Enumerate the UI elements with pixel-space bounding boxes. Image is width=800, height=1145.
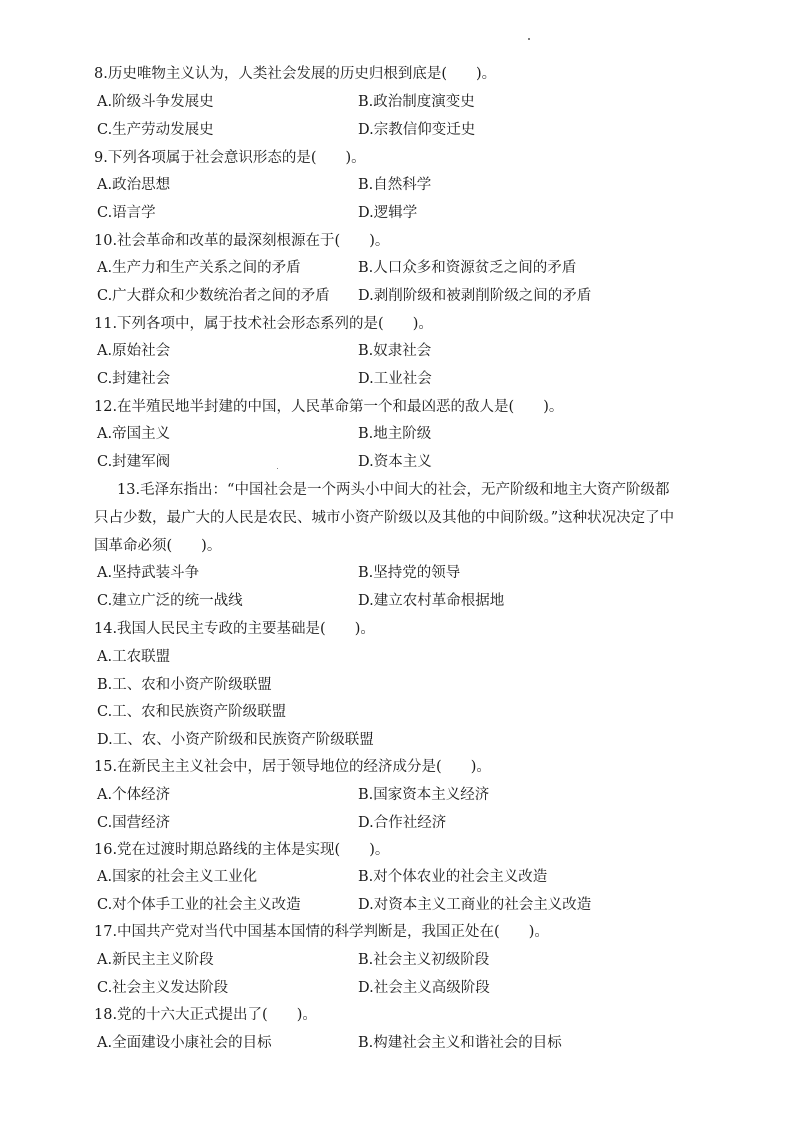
q14-option-b: B.工、农和小资产阶级联盟 xyxy=(97,677,272,693)
q11-option-c: C.封建社会 xyxy=(97,371,171,387)
q16-option-c: C.对个体手工业的社会主义改造 xyxy=(97,897,301,913)
question-17-stem: 17.中国共产党对当代中国基本国情的科学判断是，我国正处在( )。 xyxy=(94,924,549,940)
q17-option-b: B.社会主义初级阶段 xyxy=(358,952,490,968)
q16-option-b: B.对个体农业的社会主义改造 xyxy=(358,869,548,885)
question-13-stem-line-3: 国革命必须( )。 xyxy=(94,538,222,554)
q13-option-c: C.建立广泛的统一战线 xyxy=(97,593,243,609)
q13-option-d: D.建立农村革命根据地 xyxy=(358,593,505,609)
q10-option-c: C.广大群众和少数统治者之间的矛盾 xyxy=(97,288,330,304)
scan-speck xyxy=(277,468,278,469)
question-13-stem-line-1: 13.毛泽东指出：“中国社会是一个两头小中间大的社会，无产阶级和地主大资产阶级都 xyxy=(117,482,670,498)
q11-option-a: A.原始社会 xyxy=(97,343,171,359)
q12-option-a: A.帝国主义 xyxy=(97,426,171,442)
q10-option-a: A.生产力和生产关系之间的矛盾 xyxy=(97,260,301,276)
question-13-stem-line-2: 只占少数，最广大的人民是农民、城市小资产阶级以及其他的中间阶级。”这种状况决定了中 xyxy=(94,510,675,526)
q15-option-c: C.国营经济 xyxy=(97,815,171,831)
q15-option-d: D.合作社经济 xyxy=(358,815,447,831)
q9-option-a: A.政治思想 xyxy=(97,177,171,193)
question-9-stem: 9.下列各项属于社会意识形态的是( )。 xyxy=(94,150,366,166)
q17-option-d: D.社会主义高级阶段 xyxy=(358,980,490,996)
q11-option-d: D.工业社会 xyxy=(358,371,432,387)
q8-option-b: B.政治制度演变史 xyxy=(358,94,475,110)
q12-option-c: C.封建军阀 xyxy=(97,454,171,470)
q8-option-d: D.宗教信仰变迁史 xyxy=(358,122,476,138)
question-16-stem: 16.党在过渡时期总路线的主体是实现( )。 xyxy=(94,842,390,858)
q14-option-d: D.工、农、小资产阶级和民族资产阶级联盟 xyxy=(97,732,374,748)
q14-option-a: A.工农联盟 xyxy=(97,649,171,665)
question-8-stem: 8.历史唯物主义认为，人类社会发展的历史归根到底是( )。 xyxy=(94,66,497,82)
q15-option-a: A.个体经济 xyxy=(97,787,171,803)
q13-option-a: A.坚持武装斗争 xyxy=(97,565,200,581)
q8-option-a: A.阶级斗争发展史 xyxy=(97,94,214,110)
question-12-stem: 12.在半殖民地半封建的中国，人民革命第一个和最凶恶的敌人是( )。 xyxy=(94,399,564,415)
question-14-stem: 14.我国人民民主专政的主要基础是( )。 xyxy=(94,621,375,637)
q17-option-c: C.社会主义发达阶段 xyxy=(97,980,229,996)
q16-option-a: A.国家的社会主义工业化 xyxy=(97,869,258,885)
q9-option-b: B.自然科学 xyxy=(358,177,432,193)
question-18-stem: 18.党的十六大正式提出了( )。 xyxy=(94,1007,317,1023)
question-11-stem: 11.下列各项中，属于技术社会形态系列的是( )。 xyxy=(94,316,433,332)
scan-speck xyxy=(528,38,530,40)
q13-option-b: B.坚持党的领导 xyxy=(358,565,461,581)
q10-option-b: B.人口众多和资源贫乏之间的矛盾 xyxy=(358,260,577,276)
q15-option-b: B.国家资本主义经济 xyxy=(358,787,490,803)
question-10-stem: 10.社会革命和改革的最深刻根源在于( )。 xyxy=(94,233,390,249)
question-15-stem: 15.在新民主主义社会中，居于领导地位的经济成分是( )。 xyxy=(94,759,491,775)
q18-option-b: B.构建社会主义和谐社会的目标 xyxy=(358,1035,562,1051)
q12-option-d: D.资本主义 xyxy=(358,454,432,470)
q14-option-c: C.工、农和民族资产阶级联盟 xyxy=(97,704,287,720)
q9-option-c: C.语言学 xyxy=(97,205,156,221)
q8-option-c: C.生产劳动发展史 xyxy=(97,122,214,138)
q16-option-d: D.对资本主义工商业的社会主义改造 xyxy=(358,897,592,913)
q10-option-d: D.剥削阶级和被剥削阶级之间的矛盾 xyxy=(358,288,592,304)
q9-option-d: D.逻辑学 xyxy=(358,205,418,221)
q12-option-b: B.地主阶级 xyxy=(358,426,432,442)
q18-option-a: A.全面建设小康社会的目标 xyxy=(97,1035,272,1051)
q11-option-b: B.奴隶社会 xyxy=(358,343,432,359)
q17-option-a: A.新民主主义阶段 xyxy=(97,952,214,968)
